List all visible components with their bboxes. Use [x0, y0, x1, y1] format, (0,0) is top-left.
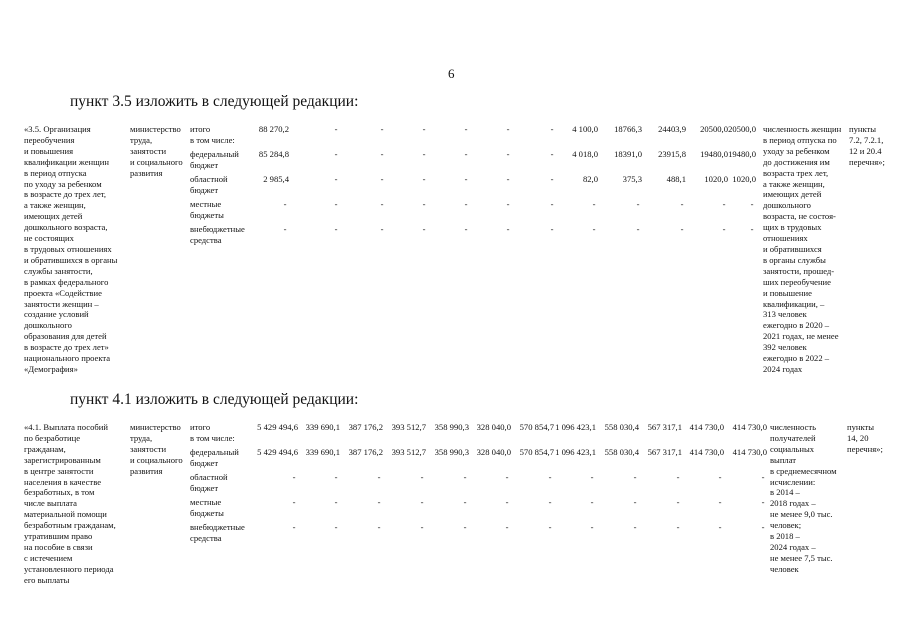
result-line: щих в трудовых [763, 222, 822, 233]
funding-value: - [377, 522, 381, 532]
funding-source-line: местные [190, 497, 222, 507]
funding-value: - [505, 497, 509, 507]
measure-name-line: его выплаты [24, 574, 70, 585]
result-line: и повышение [763, 287, 812, 298]
funding-value: - [636, 199, 640, 209]
result-line: и обратившихся [763, 243, 822, 254]
section-heading: пункт 4.1 изложить в следующей редакции: [70, 391, 359, 408]
result-line: 392 человек [763, 342, 807, 353]
funding-value: 393 512,7 [391, 447, 426, 457]
funding-value: - [422, 174, 426, 184]
measure-name-line: утратившим право [24, 531, 93, 542]
funding-source-line: внебюджетные [190, 224, 245, 234]
funding-value: - [464, 174, 468, 184]
funding-value: - [506, 224, 510, 234]
funding-value: - [506, 174, 510, 184]
measure-name-line: материальной помощи [24, 509, 107, 520]
funding-value: - [334, 149, 338, 159]
points-line: 14, 20 [847, 432, 869, 443]
result-line: отношениях [763, 233, 808, 244]
funding-value: - [334, 497, 338, 507]
funding-value: - [550, 174, 554, 184]
funding-value: 393 512,7 [391, 422, 426, 432]
measure-name-line: службы занятости, [24, 265, 93, 276]
measure-name-line: образования для детей [24, 331, 107, 342]
funding-value: - [505, 522, 509, 532]
funding-value: - [334, 522, 338, 532]
result-line: социальных [770, 443, 815, 454]
measure-name-line: безработных, в том [24, 487, 95, 498]
funding-value: - [463, 497, 467, 507]
measure-name-line: не состоящих [24, 233, 74, 244]
funding-source-line: федеральный [190, 149, 239, 159]
funding-value: - [420, 522, 424, 532]
funding-value: - [633, 472, 637, 482]
funding-value: 387 176,2 [348, 447, 383, 457]
funding-value: 20500,0 [728, 124, 756, 134]
result-line: численность [770, 422, 817, 432]
funding-value: 328 040,0 [476, 422, 511, 432]
measure-name-line: в рамках федерального [24, 276, 109, 287]
measure-name-line: гражданам, [24, 443, 66, 454]
measure-name-line: на пособие в связи [24, 541, 93, 552]
measure-name-line: занятости женщин – [24, 298, 99, 309]
page-number: 6 [448, 66, 455, 81]
funding-value: - [292, 472, 296, 482]
funding-value: - [676, 497, 680, 507]
funding-value: - [380, 199, 384, 209]
result-line: дошкольного [763, 200, 811, 211]
measure-name-line: с истечением [24, 552, 73, 563]
funding-value: - [761, 472, 765, 482]
funding-source [190, 149, 239, 171]
funding-value: 1 096 423,1 [555, 447, 596, 457]
funding-source [190, 497, 224, 519]
funding-value: 375,3 [622, 174, 642, 184]
funding-source-line: бюджеты [190, 507, 224, 518]
funding-value: 5 429 494,6 [257, 422, 298, 432]
funding-value: 1020,0 [704, 174, 728, 184]
measure-name-line: «4.1. Выплата пособий [24, 422, 108, 432]
funding-value: - [380, 174, 384, 184]
result-line: в среднемесячном [770, 465, 837, 476]
funding-value: 558 030,4 [604, 422, 639, 432]
result-line: квалификации, – [763, 298, 825, 309]
funding-value: - [550, 224, 554, 234]
funding-value: 558 030,4 [604, 447, 639, 457]
funding-value: - [761, 497, 765, 507]
funding-value: - [422, 124, 426, 134]
funding-value: 24403,9 [658, 124, 686, 134]
funding-value: - [422, 149, 426, 159]
funding-value: - [334, 174, 338, 184]
measure-name-line: национального проекта [24, 353, 111, 364]
funding-value: - [283, 199, 287, 209]
executor [130, 124, 183, 179]
funding-value: - [592, 199, 596, 209]
funding-value: - [548, 522, 552, 532]
measure-name-line: «Демография» [24, 363, 78, 374]
funding-value: - [334, 472, 338, 482]
measure-name-line: в трудовых отношениях [24, 243, 112, 254]
funding-source-line: областной [190, 174, 228, 184]
executor-line: министерство [130, 124, 181, 134]
funding-source [190, 422, 235, 444]
result-line: 2021 годах, не менее [763, 331, 839, 342]
funding-source-line: местные [190, 199, 222, 209]
executor-line: министерство [130, 422, 181, 432]
funding-value: 85 284,8 [258, 149, 289, 159]
points-line: 7.2, 7.2.1, [849, 134, 884, 145]
funding-source-line: бюджет [190, 184, 219, 195]
measure-name-line: дошкольного возраста, [24, 222, 108, 233]
funding-value: 570 854,7 [519, 422, 554, 432]
funding-value: 339 690,1 [305, 422, 340, 432]
list-points [847, 422, 883, 455]
funding-value: 20500,0 [700, 124, 728, 134]
funding-value: - [283, 224, 287, 234]
funding-source [190, 522, 245, 544]
result-line: человек [770, 563, 799, 574]
funding-value: - [718, 522, 722, 532]
measure-name [24, 124, 117, 375]
measure-name-line: зарегистрированным [24, 454, 101, 465]
funding-value: 2 985,4 [263, 174, 289, 184]
result-line: не менее 7,5 тыс. [770, 552, 833, 563]
funding-value: 567 317,1 [647, 447, 682, 457]
funding-value: - [506, 124, 510, 134]
funding-value: - [505, 472, 509, 482]
measure-name-line: имеющих детей [24, 211, 83, 222]
points-line: пункты [847, 422, 875, 432]
funding-value: - [750, 224, 754, 234]
result-indicator [770, 422, 837, 575]
executor-line: и социального [130, 454, 183, 465]
funding-value: 18766,3 [614, 124, 642, 134]
funding-value: - [592, 224, 596, 234]
funding-value: 23915,8 [658, 149, 686, 159]
funding-value: 18391,0 [614, 149, 642, 159]
result-line: в период отпуска по [763, 134, 837, 145]
funding-value: - [380, 124, 384, 134]
funding-value: - [718, 472, 722, 482]
funding-value: - [636, 224, 640, 234]
funding-value: 19480,0 [728, 149, 756, 159]
funding-value: - [548, 497, 552, 507]
funding-value: - [506, 149, 510, 159]
funding-value: 88 270,2 [258, 124, 289, 134]
executor-line: занятости [130, 443, 167, 454]
measure-name [24, 422, 116, 586]
result-line: 2024 годах – [770, 541, 816, 552]
funding-value: 358 990,3 [434, 447, 469, 457]
funding-value: - [722, 224, 726, 234]
funding-value: - [548, 472, 552, 482]
funding-value: - [550, 124, 554, 134]
result-line: численность женщин [763, 124, 842, 134]
funding-value: - [422, 199, 426, 209]
funding-value: 82,0 [582, 174, 598, 184]
funding-value: - [463, 522, 467, 532]
funding-source [190, 224, 245, 246]
executor-line: и социального [130, 156, 183, 167]
funding-value: - [377, 497, 381, 507]
points-line: перечня»; [849, 156, 885, 167]
funding-value: - [464, 199, 468, 209]
funding-value: - [334, 124, 338, 134]
result-line: ших переобучение [763, 276, 831, 287]
funding-source [190, 472, 228, 494]
funding-value: 1 096 423,1 [555, 422, 596, 432]
funding-value: 414 730,0 [689, 447, 724, 457]
points-line: 12 и 20.4 [849, 145, 882, 156]
funding-value: 567 317,1 [647, 422, 682, 432]
funding-value: - [750, 199, 754, 209]
funding-value: - [590, 522, 594, 532]
executor-line: развития [130, 167, 163, 178]
funding-source-line: бюджет [190, 457, 219, 468]
executor [130, 422, 183, 477]
funding-value: - [464, 149, 468, 159]
funding-value: 4 018,0 [572, 149, 598, 159]
executor-line: развития [130, 465, 163, 476]
measure-name-line: безработным гражданам, [24, 520, 116, 531]
measure-name-line: «3.5. Организация [24, 124, 91, 134]
funding-value: 414 730,0 [732, 422, 767, 432]
result-line: в 2014 – [770, 487, 800, 498]
funding-source-line: в том числе: [190, 432, 235, 443]
funding-value: - [334, 199, 338, 209]
funding-value: 1020,0 [732, 174, 756, 184]
funding-source [190, 174, 228, 196]
measure-name-line: по уходу за ребенком [24, 178, 102, 189]
list-points [849, 124, 885, 168]
funding-value: - [680, 224, 684, 234]
funding-value: - [334, 224, 338, 234]
funding-value: - [422, 224, 426, 234]
funding-value: 358 990,3 [434, 422, 469, 432]
funding-value: 570 854,7 [519, 447, 554, 457]
funding-value: 4 100,0 [572, 124, 598, 134]
funding-value: - [463, 472, 467, 482]
funding-value: - [380, 224, 384, 234]
result-line: человек; [770, 520, 802, 531]
funding-value: - [722, 199, 726, 209]
measure-name-line: дошкольного [24, 320, 72, 331]
measure-name-line: и повышения [24, 145, 74, 156]
funding-value: 339 690,1 [305, 447, 340, 457]
funding-source-line: итого [190, 124, 211, 134]
funding-value: 328 040,0 [476, 447, 511, 457]
funding-value: 488,1 [666, 174, 686, 184]
result-line: до достижения им [763, 156, 830, 167]
result-line: выплат [770, 454, 797, 465]
result-line: 2024 годах [763, 363, 803, 374]
funding-value: - [292, 497, 296, 507]
funding-value: - [590, 497, 594, 507]
funding-source-line: внебюджетные [190, 522, 245, 532]
measure-name-line: по безработице [24, 432, 81, 443]
funding-value: - [633, 497, 637, 507]
measure-name-line: в центре занятости [24, 465, 94, 476]
funding-value: 387 176,2 [348, 422, 383, 432]
result-line: не менее 9,0 тыс. [770, 509, 833, 520]
measure-name-line: и обратившихся в органы [24, 254, 118, 265]
measure-name-line: проекта «Содействие [24, 287, 102, 298]
funding-value: - [380, 149, 384, 159]
funding-value: 414 730,0 [732, 447, 767, 457]
result-line: уходу за ребенком [763, 145, 830, 156]
measure-name-line: в период отпуска [24, 167, 87, 178]
funding-value: - [550, 149, 554, 159]
executor-line: труда, [130, 134, 153, 145]
funding-value: - [377, 472, 381, 482]
measure-name-line: в возрасте до трех лет, [24, 189, 107, 200]
measure-name-line: переобучения [24, 134, 75, 145]
result-line: занятости, прошед- [763, 265, 835, 276]
funding-value: - [676, 522, 680, 532]
funding-value: - [761, 522, 765, 532]
funding-source-line: средства [190, 532, 222, 543]
funding-value: - [420, 472, 424, 482]
result-line: ежегодно в 2022 – [763, 353, 830, 364]
funding-value: - [550, 199, 554, 209]
result-line: а также женщин, [763, 178, 825, 189]
funding-value: - [676, 472, 680, 482]
measure-name-line: числе выплата [24, 498, 77, 509]
measure-name-line: установленного периода [24, 563, 114, 574]
points-line: пункты [849, 124, 877, 134]
funding-source-line: федеральный [190, 447, 239, 457]
funding-source [190, 447, 239, 469]
result-line: возраста трех лет, [763, 167, 829, 178]
points-line: перечня»; [847, 443, 883, 454]
funding-source-line: бюджеты [190, 209, 224, 220]
funding-source-line: в том числе: [190, 134, 235, 145]
measure-name-line: а также женщин, [24, 200, 86, 211]
funding-value: 5 429 494,6 [257, 447, 298, 457]
measure-name-line: создание условий [24, 309, 89, 320]
funding-value: 19480,0 [700, 149, 728, 159]
funding-value: - [464, 124, 468, 134]
funding-value: - [464, 224, 468, 234]
funding-value: - [506, 199, 510, 209]
executor-line: труда, [130, 432, 153, 443]
result-line: получателей [770, 432, 816, 443]
funding-value: - [420, 497, 424, 507]
funding-source-line: средства [190, 234, 222, 245]
measure-name-line: в возрасте до трех лет» [24, 342, 109, 353]
result-line: ежегодно в 2020 – [763, 320, 830, 331]
result-indicator [763, 124, 841, 375]
result-line: имеющих детей [763, 189, 822, 200]
result-line: в органы службы [763, 254, 826, 265]
section-heading: пункт 3.5 изложить в следующей редакции: [70, 93, 359, 110]
funding-source-line: бюджет [190, 482, 219, 493]
funding-source [190, 199, 224, 221]
funding-value: - [633, 522, 637, 532]
funding-value: - [718, 497, 722, 507]
funding-value: - [292, 522, 296, 532]
funding-source-line: бюджет [190, 159, 219, 170]
funding-source-line: областной [190, 472, 228, 482]
funding-value: - [590, 472, 594, 482]
result-line: 313 человек [763, 309, 807, 320]
result-line: возраста, не состоя- [763, 211, 836, 222]
funding-value: 414 730,0 [689, 422, 724, 432]
measure-name-line: квалификации женщин [24, 156, 109, 167]
funding-source-line: итого [190, 422, 211, 432]
measure-name-line: населения в качестве [24, 476, 102, 487]
funding-source [190, 124, 235, 146]
executor-line: занятости [130, 145, 167, 156]
result-line: исчислении: [770, 476, 816, 487]
funding-value: - [680, 199, 684, 209]
result-line: 2018 годах – [770, 498, 816, 509]
result-line: в 2018 – [770, 531, 800, 542]
